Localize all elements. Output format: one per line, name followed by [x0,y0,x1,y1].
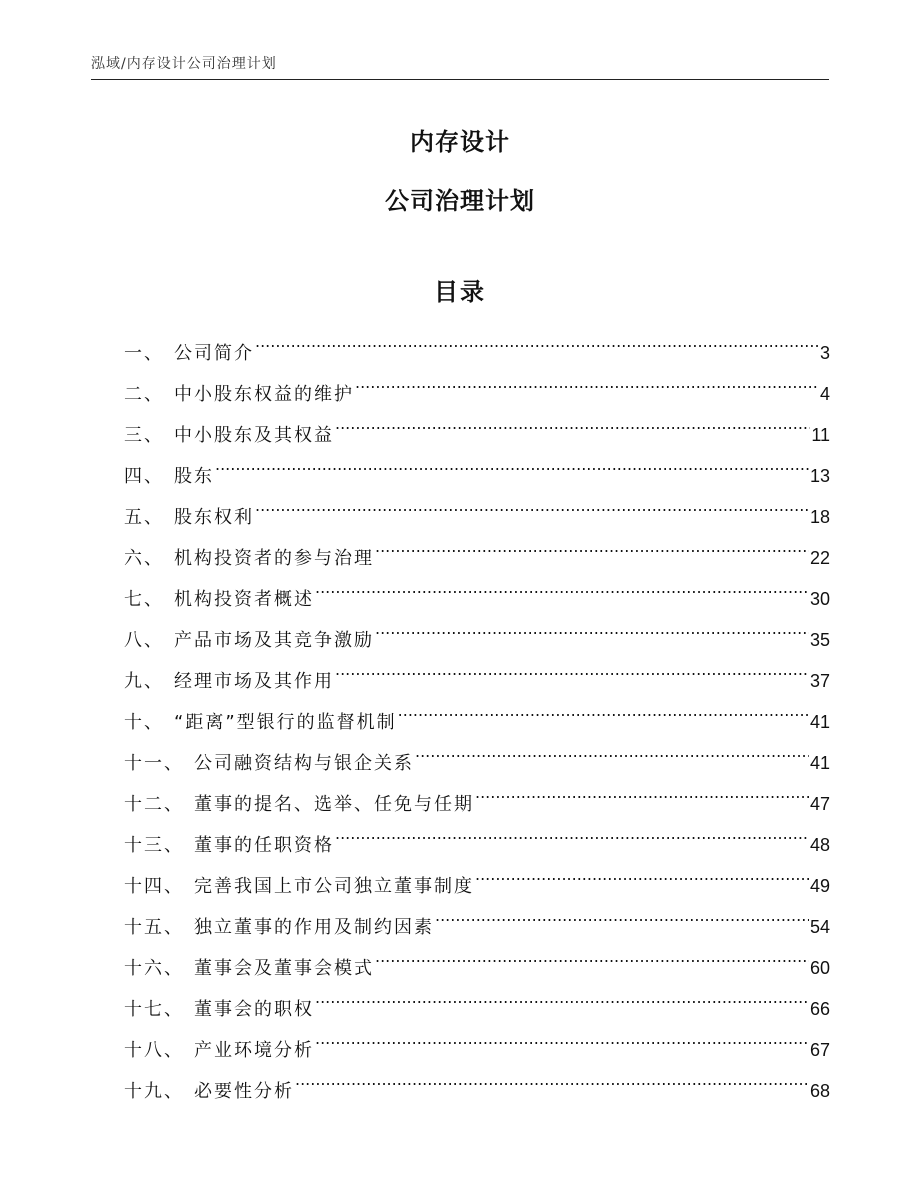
toc-entry-page-number: 37 [809,671,830,691]
toc-entry-label: 董事的提名、选举、任免与任期 [194,794,474,815]
toc-dot-leader [255,318,819,359]
toc-entry-label: 必要性分析 [194,1081,294,1102]
toc-entry-page-number: 13 [809,466,830,486]
toc-entry-label: 中小股东权益的维护 [174,384,354,405]
toc-entry-label: 董事会的职权 [194,999,314,1020]
toc-entry-page-number: 49 [809,876,830,896]
toc-entry-number: 九、 [124,671,164,692]
toc-entry-page-number: 47 [809,794,830,814]
toc-entry[interactable] [124,318,830,364]
toc-dot-leader [475,851,809,892]
toc-entry-label: 公司简介 [174,343,254,364]
toc-dot-leader [335,646,809,687]
toc-entry-number: 七、 [124,589,164,610]
toc-entry-number: 三、 [124,425,164,446]
toc-entry-number: 十五、 [124,917,184,938]
toc-dot-leader [375,523,809,564]
toc-entry-number: 十、 [124,712,164,733]
toc-entry-page-number: 41 [809,753,830,773]
toc-entry-number: 十七、 [124,999,184,1020]
toc-entry-number: 十四、 [124,876,184,897]
toc-entry-page-number: 68 [809,1081,830,1101]
toc-entry-page-number: 18 [809,507,830,527]
toc-entry-label: 机构投资者概述 [174,589,314,610]
toc-entry-label: 产品市场及其竞争激励 [174,630,374,651]
toc-entry-page-number: 41 [809,712,830,732]
toc-entry-label: 中小股东及其权益 [174,425,334,446]
toc-entry-label: 机构投资者的参与治理 [174,548,374,569]
toc-entry-number: 十二、 [124,794,184,815]
toc-entry-page-number: 11 [811,425,830,445]
toc-dot-leader [315,974,809,1015]
toc-entry-number: 四、 [124,466,164,487]
toc-entry-number: 六、 [124,548,164,569]
toc-entry-label: 股东 [174,466,214,487]
toc-entry-label: 经理市场及其作用 [174,671,334,692]
toc-entry-number: 一、 [124,343,164,364]
toc-dot-leader [335,810,809,851]
toc-heading: 目录 [434,278,486,306]
toc-dot-leader [315,1015,809,1056]
toc-entry-label: 产业环境分析 [194,1040,314,1061]
toc-entry-number: 十一、 [124,753,184,774]
toc-entry-page-number: 48 [809,835,830,855]
header-divider [91,79,829,80]
toc-dot-leader [335,400,810,441]
toc-dot-leader [355,359,819,400]
toc-dot-leader [255,482,809,523]
toc-entry-page-number: 66 [809,999,830,1019]
toc-entry-page-number: 30 [809,589,830,609]
toc-entry-page-number: 3 [819,343,830,363]
toc-dot-leader [315,564,809,605]
toc-entry[interactable] [124,482,830,528]
toc-entry-page-number: 60 [809,958,830,978]
toc-dot-leader [415,728,809,769]
toc-entry-number: 五、 [124,507,164,528]
toc-entry-number: 十九、 [124,1081,184,1102]
toc-entry-page-number: 35 [809,630,830,650]
toc-entry-number: 十六、 [124,958,184,979]
document-title-line1: 内存设计 [410,128,510,156]
toc-entry[interactable] [124,441,830,487]
toc-entry-number: 二、 [124,384,164,405]
toc-entry-label: 独立董事的作用及制约因素 [194,917,434,938]
toc-dot-leader [435,892,809,933]
page-header: 泓域/内存设计公司治理计划 [91,56,277,72]
toc-entry-number: 八、 [124,630,164,651]
toc-entry-page-number: 54 [809,917,830,937]
toc-dot-leader [295,1056,809,1097]
document-title-line2: 公司治理计划 [385,187,535,215]
toc-entry-label: “距离”型银行的监督机制 [174,712,397,733]
toc-entry-page-number: 67 [809,1040,830,1060]
toc-entry-number: 十八、 [124,1040,184,1061]
toc-entry-label: 公司融资结构与银企关系 [194,753,414,774]
table-of-contents [124,318,830,1102]
toc-entry-page-number: 22 [809,548,830,568]
toc-dot-leader [215,441,809,482]
toc-dot-leader [375,605,809,646]
toc-entry-label: 股东权利 [174,507,254,528]
toc-dot-leader [375,933,809,974]
toc-dot-leader [475,769,809,810]
toc-entry-label: 董事的任职资格 [194,835,334,856]
toc-entry-number: 十三、 [124,835,184,856]
toc-entry-label: 董事会及董事会模式 [194,958,374,979]
toc-entry-label: 完善我国上市公司独立董事制度 [194,876,474,897]
toc-dot-leader [398,687,809,728]
toc-entry-page-number: 4 [819,384,830,404]
